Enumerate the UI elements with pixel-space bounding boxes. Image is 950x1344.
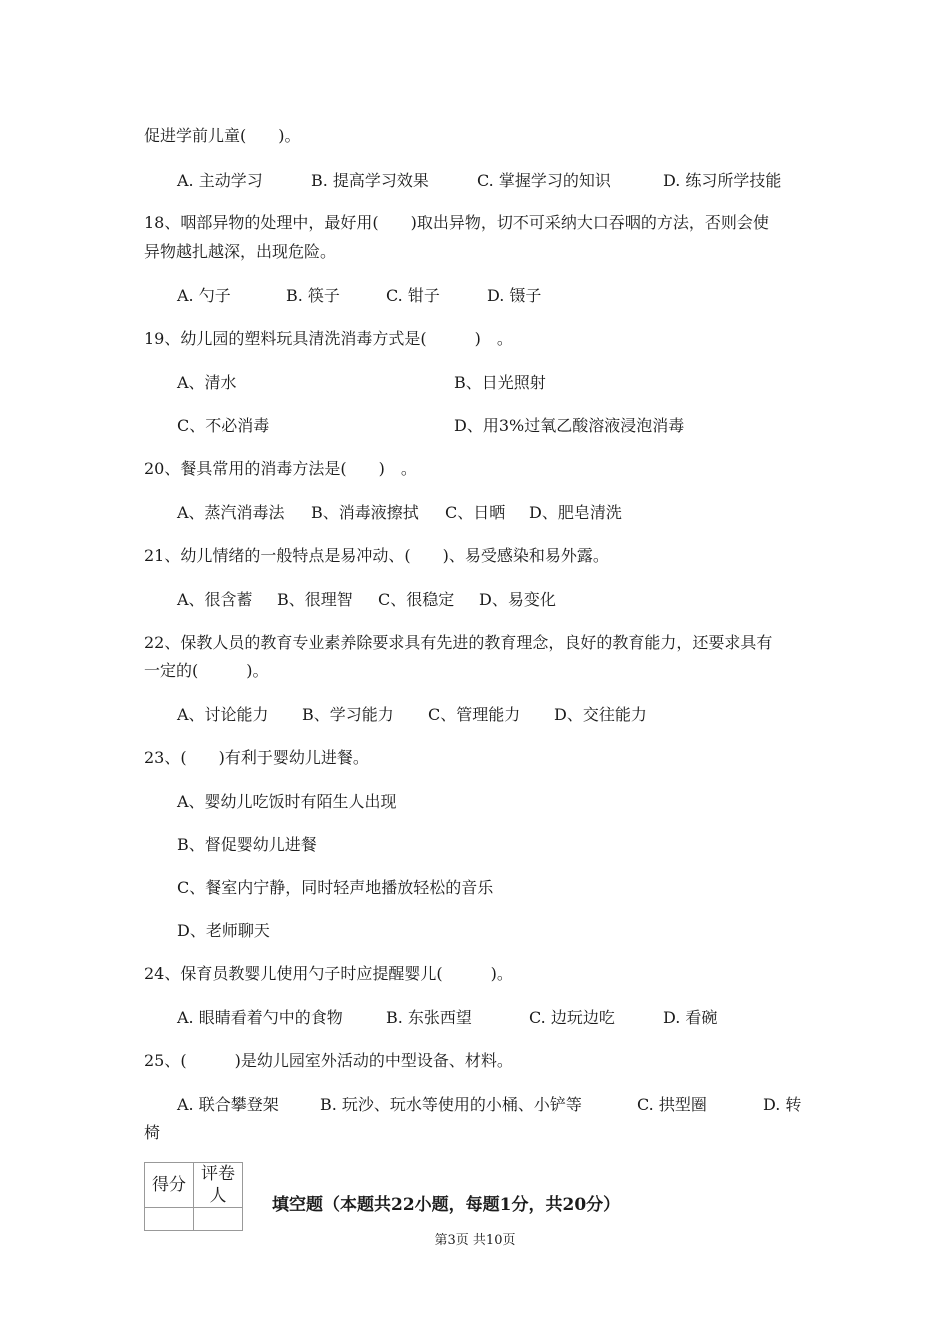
page-footer: 第3页 共10页 xyxy=(434,1233,516,1248)
q17-option-a: A. 主动学习 xyxy=(177,171,263,190)
q25-option-b: B. 玩沙、玩水等使用的小桶、小铲等 xyxy=(320,1095,582,1114)
q20-option-d: D、肥皂清洗 xyxy=(529,503,622,522)
q21-option-a: A、很含蓄 xyxy=(177,590,253,609)
q18-stem-line2: 异物越扎越深，出现危险。 xyxy=(144,242,337,261)
q22-option-b: B、学习能力 xyxy=(302,705,394,724)
q17-option-b: B. 提高学习效果 xyxy=(311,171,429,190)
q19-option-b: B、日光照射 xyxy=(454,373,546,392)
q18-stem-line1: 18、咽部异物的处理中，最好用( )取出异物，切不可采纳大口吞咽的方法，否则会使 xyxy=(144,213,769,232)
q19-option-c: C、不必消毒 xyxy=(177,416,270,435)
q22-stem-line1: 22、保教人员的教育专业素养除要求具有先进的教育理念，良好的教育能力，还要求具有 xyxy=(144,633,773,652)
q18-option-a: A. 勺子 xyxy=(177,286,231,305)
q24-option-d: D. 看碗 xyxy=(663,1008,718,1027)
q23-option-a: A、婴幼儿吃饭时有陌生人出现 xyxy=(177,792,397,811)
q25-option-d: D. 转 xyxy=(763,1095,802,1114)
q20-option-c: C、日晒 xyxy=(445,503,506,522)
q22-option-d: D、交往能力 xyxy=(554,705,647,724)
q21-option-b: B、很理智 xyxy=(277,590,353,609)
q17-option-c: C. 掌握学习的知识 xyxy=(477,171,611,190)
score-cell xyxy=(145,1208,194,1231)
q24-option-a: A. 眼睛看着勺中的食物 xyxy=(177,1008,343,1027)
q24-stem: 24、保育员教婴儿使用勺子时应提醒婴儿( )。 xyxy=(144,964,513,983)
q24-option-c: C. 边玩边吃 xyxy=(529,1008,615,1027)
q24-option-b: B. 东张西望 xyxy=(386,1008,472,1027)
score-header: 得分 xyxy=(145,1163,194,1208)
q25-stem: 25、( )是幼儿园室外活动的中型设备、材料。 xyxy=(144,1051,513,1070)
grader-header: 评卷人 xyxy=(194,1163,243,1208)
q23-stem: 23、( )有利于婴幼儿进餐。 xyxy=(144,748,369,767)
q17-option-d: D. 练习所学技能 xyxy=(663,171,782,190)
q21-option-c: C、很稳定 xyxy=(378,590,455,609)
q18-option-b: B. 筷子 xyxy=(286,286,340,305)
q23-option-d: D、老师聊天 xyxy=(177,921,270,940)
q19-option-d: D、用3%过氧乙酸溶液浸泡消毒 xyxy=(454,416,685,435)
q25-option-c: C. 拱型圈 xyxy=(637,1095,707,1114)
q23-option-b: B、督促婴幼儿进餐 xyxy=(177,835,317,854)
q19-option-a: A、清水 xyxy=(177,373,237,392)
q22-option-a: A、讨论能力 xyxy=(177,705,269,724)
q21-option-d: D、易变化 xyxy=(479,590,556,609)
q18-option-c: C. 钳子 xyxy=(386,286,440,305)
section-title: 填空题（本题共22小题，每题1分，共20分） xyxy=(272,1195,621,1215)
q20-option-b: B、消毒液擦拭 xyxy=(311,503,419,522)
q23-option-c: C、餐室内宁静，同时轻声地播放轻松的音乐 xyxy=(177,878,494,897)
question-stem-continued: 促进学前儿童( )。 xyxy=(144,126,301,145)
score-table xyxy=(144,1162,243,1231)
q20-stem: 20、餐具常用的消毒方法是( ) 。 xyxy=(144,459,417,478)
q25-option-d-continued: 椅 xyxy=(144,1123,161,1142)
q20-option-a: A、蒸汽消毒法 xyxy=(177,503,285,522)
q18-option-d: D. 镊子 xyxy=(487,286,542,305)
q21-stem: 21、幼儿情绪的一般特点是易冲动、( )、易受感染和易外露。 xyxy=(144,546,609,565)
q22-stem-line2: 一定的( )。 xyxy=(144,661,269,680)
q22-option-c: C、管理能力 xyxy=(428,705,521,724)
grader-cell xyxy=(194,1208,243,1231)
q25-option-a: A. 联合攀登架 xyxy=(177,1095,279,1114)
q19-stem: 19、幼儿园的塑料玩具清洗消毒方式是( ) 。 xyxy=(144,329,513,348)
